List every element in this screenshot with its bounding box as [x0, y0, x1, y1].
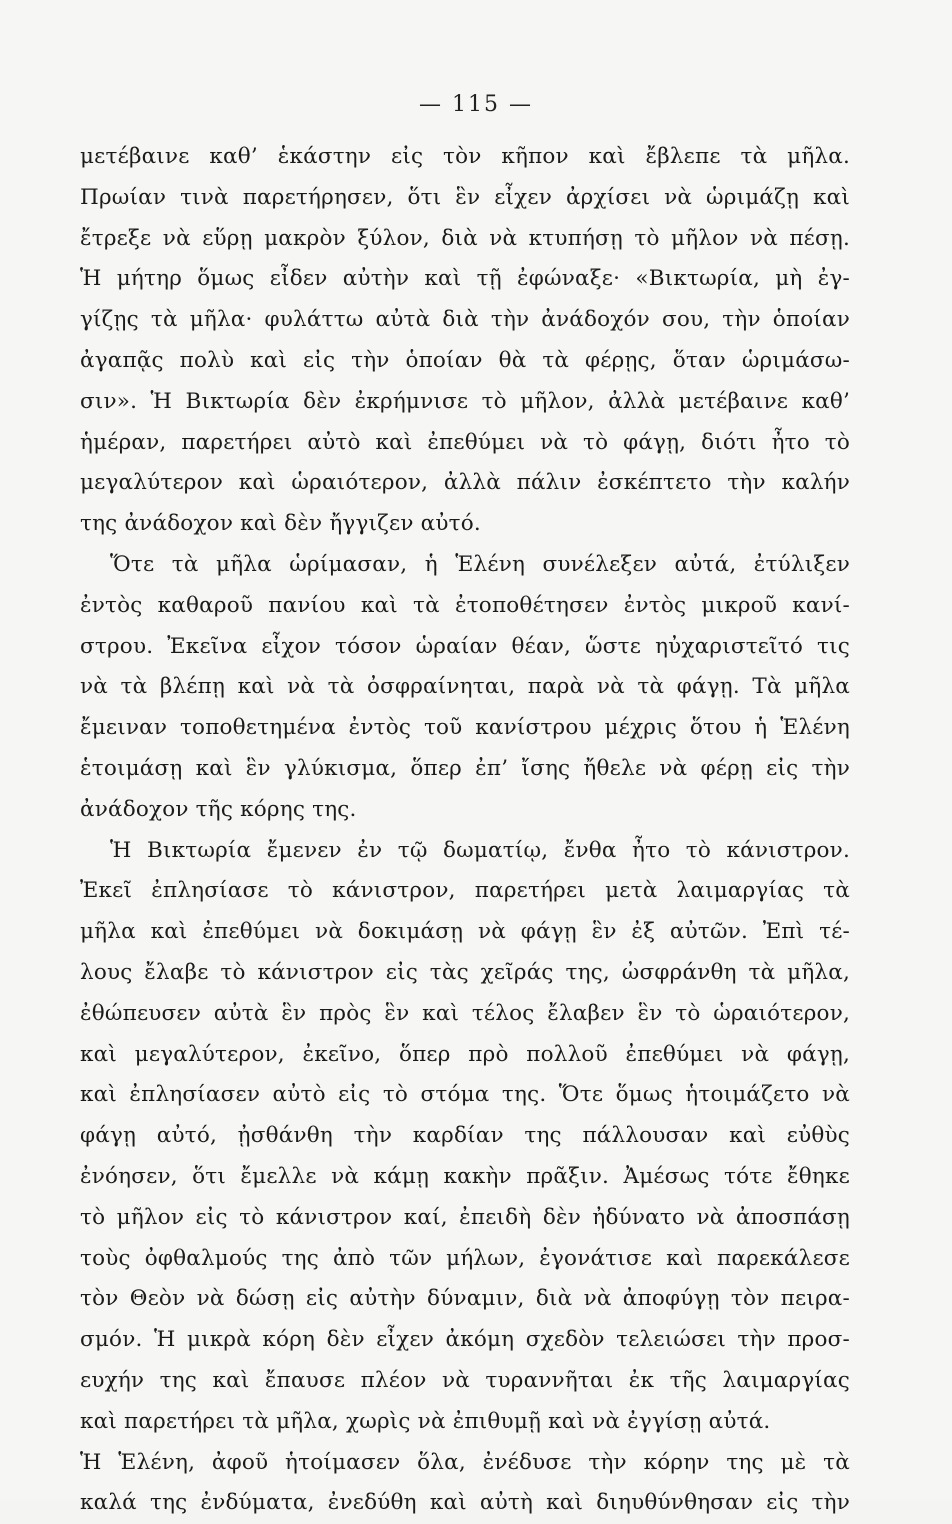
- text-line: τοὺς ὀφθαλμούς της ἀπὸ τῶν μήλων, ἐγονάτισε καὶ παρεκάλεσε: [80, 1245, 850, 1271]
- text-line: τὸν Θεὸν νὰ δώσῃ εἰς αὐτὴν δύναμιν, διὰ νὰ ἀποφύγῃ τὸν πειρα-: [80, 1286, 850, 1312]
- text-line: νὰ τὰ βλέπῃ καὶ νὰ τὰ ὀσφραίνηται, παρὰ νὰ τὰ φάγῃ. Τὰ μῆλα: [80, 674, 850, 700]
- text-line: Ἡ Βικτωρία ἔμενεν ἐν τῷ δωματίῳ, ἔνθα ἦτο τὸ κάνιστρον.: [110, 837, 850, 863]
- text-line: της ἀνάδοχον καὶ δὲν ἤγγιζεν αὐτό.: [80, 511, 481, 537]
- text-line: ἡμέραν, παρετήρει αὐτὸ καὶ ἐπεθύμει νὰ τὸ φάγῃ, διότι ἦτο τὸ: [80, 429, 850, 455]
- text-line: ἐντὸς καθαροῦ πανίου καὶ τὰ ἐτοποθέτησεν ἐντὸς μικροῦ κανί-: [80, 592, 850, 618]
- text-line: λους ἔλαβε τὸ κάνιστρον εἰς τὰς χεῖράς της, ὠσφράνθη τὰ μῆλα,: [80, 959, 850, 985]
- text-line: ευχήν της καὶ ἔπαυσε πλέον νὰ τυραννῆται ἐκ τῆς λαιμαργίας: [80, 1367, 850, 1393]
- text-line: Ἐκεῖ ἐπλησίασε τὸ κάνιστρον, παρετήρει μετὰ λαιμαργίας τὰ: [80, 878, 850, 904]
- text-line: φάγῃ αὐτό, ᾐσθάνθη τὴν καρδίαν της πάλλουσαν καὶ εὐθὺς: [80, 1123, 850, 1149]
- text-line: ἔμειναν τοποθετημένα ἐντὸς τοῦ κανίστρου μέχρις ὅτου ἡ Ἑλένη: [80, 715, 850, 741]
- text-line: στρου. Ἐκεῖνα εἶχον τόσον ὡραίαν θέαν, ὥστε ηὐχαριστεῖτό τις: [80, 633, 850, 659]
- text-line: τὸ μῆλον εἰς τὸ κάνιστρον καί, ἐπειδὴ δὲν ἠδύνατο νὰ ἀποσπάσῃ: [80, 1204, 850, 1230]
- text-line: ἔτρεξε νὰ εὕρῃ μακρὸν ξύλον, διὰ νὰ κτυπήσῃ τὸ μῆλον νὰ πέσῃ.: [80, 225, 850, 251]
- text-line: Πρωίαν τινὰ παρετήρησεν, ὅτι ἓν εἶχεν ἀρχίσει νὰ ὡριμάζῃ καὶ: [80, 184, 850, 210]
- body-text: [80, 137, 850, 1524]
- text-line: σιν». Ἡ Βικτωρία δὲν ἐκρήμνισε τὸ μῆλον, ἀλλὰ μετέβαινε καθ’: [80, 388, 850, 414]
- text-line: καὶ μεγαλύτερον, ἐκεῖνο, ὅπερ πρὸ πολλοῦ ἐπεθύμει νὰ φάγῃ,: [80, 1041, 850, 1067]
- text-line: ἐθώπευσεν αὐτὰ ἓν πρὸς ἓν καὶ τέλος ἔλαβεν ἓν τὸ ὡραιότερον,: [80, 1000, 850, 1026]
- text-line: Ἡ Ἑλένη, ἀφοῦ ἡτοίμασεν ὅλα, ἐνέδυσε τὴν κόρην της μὲ τὰ: [80, 1449, 850, 1475]
- text-line: ἑτοιμάσῃ καὶ ἓν γλύκισμα, ὅπερ ἐπ’ ἴσης ἤθελε νὰ φέρῃ εἰς τὴν: [80, 755, 850, 781]
- text-line: Ἡ μήτηρ ὅμως εἶδεν αὐτὴν καὶ τῇ ἐφώναξε· «Βικτωρία, μὴ ἐγ-: [80, 266, 850, 292]
- text-line: καὶ ἐπλησίασεν αὐτὸ εἰς τὸ στόμα της. Ὅτε ὅμως ἡτοιμάζετο νὰ: [80, 1082, 850, 1108]
- text-line: καὶ παρετήρει τὰ μῆλα, χωρὶς νὰ ἐπιθυμῇ καὶ νὰ ἐγγίσῃ αὐτά.: [80, 1408, 771, 1434]
- text-line: ἀγαπᾷς πολὺ καὶ εἰς τὴν ὁποίαν θὰ τὰ φέρῃς, ὅταν ὡριμάσω-: [80, 347, 850, 373]
- text-line: ἀνάδοχον τῆς κόρης της.: [80, 796, 357, 822]
- text-line: σμόν. Ἡ μικρὰ κόρη δὲν εἶχεν ἀκόμη σχεδὸν τελειώσει τὴν προσ-: [80, 1327, 850, 1353]
- text-line: μετέβαινε καθ’ ἑκάστην εἰς τὸν κῆπον καὶ ἔβλεπε τὰ μῆλα.: [80, 144, 850, 169]
- text-line: Ὅτε τὰ μῆλα ὡρίμασαν, ἡ Ἑλένη συνέλεξεν αὐτά, ἐτύλιξεν: [110, 551, 850, 577]
- text-line: μῆλα καὶ ἐπεθύμει νὰ δοκιμάσῃ νὰ φάγῃ ἓν ἐξ αὐτῶν. Ἐπὶ τέ-: [80, 919, 850, 945]
- page-number: — 115 —: [419, 92, 533, 117]
- text-line: μεγαλύτερον καὶ ὡραιότερον, ἀλλὰ πάλιν ἐσκέπτετο τὴν καλήν: [80, 470, 850, 496]
- text-line: ἐνόησεν, ὅτι ἔμελλε νὰ κάμῃ κακὴν πρᾶξιν. Ἀμέσως τότε ἔθηκε: [80, 1163, 850, 1189]
- text-line: καλά της ἐνδύματα, ἐνεδύθη καὶ αὐτὴ καὶ διηυθύνθησαν εἰς τὴν: [80, 1490, 850, 1516]
- text-line: γίζῃς τὰ μῆλα· φυλάττω αὐτὰ διὰ τὴν ἀνάδοχόν σου, τὴν ὁποίαν: [80, 307, 850, 333]
